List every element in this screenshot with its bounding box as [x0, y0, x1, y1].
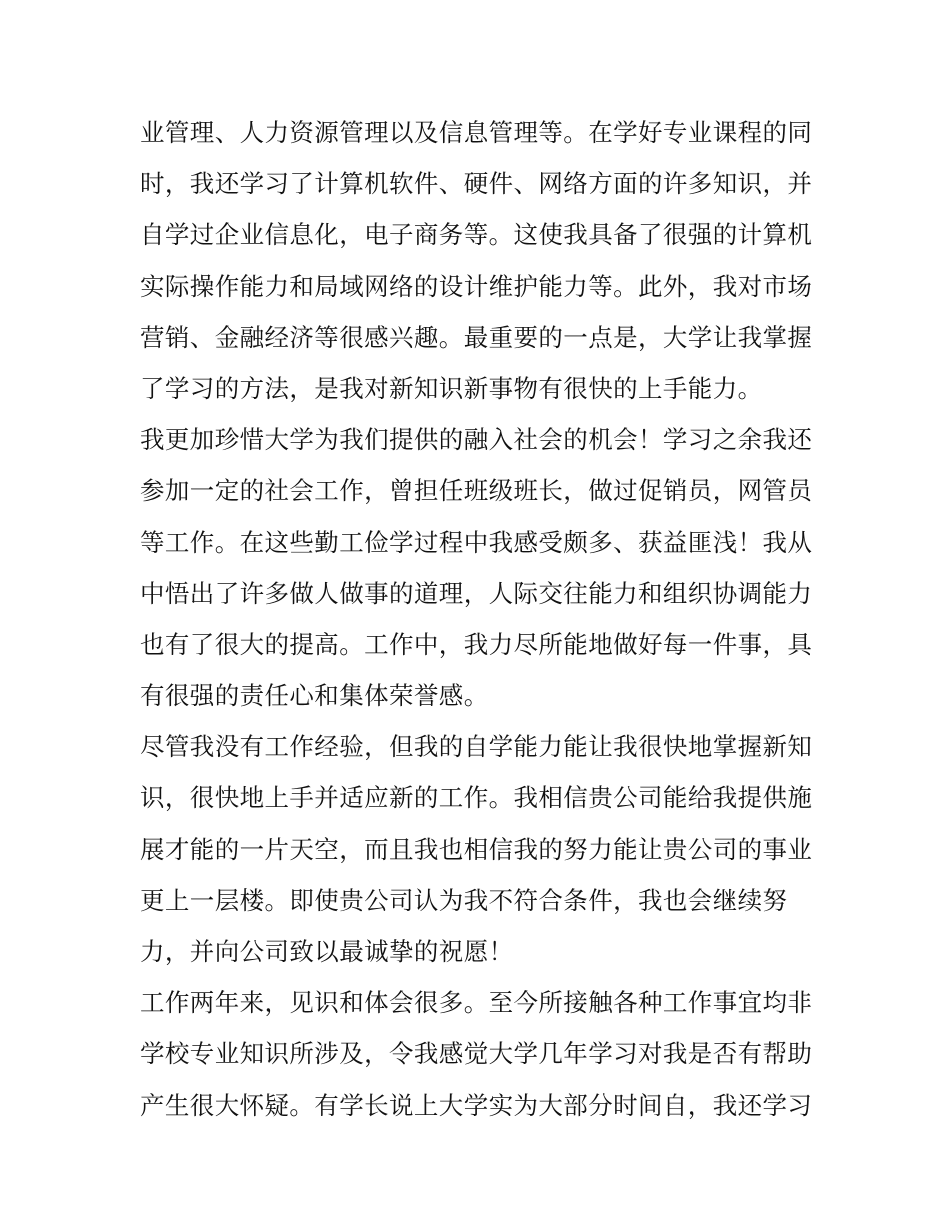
text-line: 参加一定的社会工作，曾担任班级班长，做过促销员，网管员: [140, 476, 813, 506]
text-line: 工作两年来，见识和体会很多。至今所接触各种工作事宜均非: [140, 988, 813, 1018]
text-line: 也有了很大的提高。工作中，我力尽所能地做好每一件事，具: [140, 629, 813, 659]
text-line: 产生很大怀疑。有学长说上大学实为大部分时间自，我还学习: [140, 1090, 813, 1120]
text-line: 时，我还学习了计算机软件、硬件、网络方面的许多知识，并: [140, 169, 813, 199]
text-line: 更上一层楼。即使贵公司认为我不符合条件，我也会继续努: [140, 885, 788, 915]
text-line: 力，并向公司致以最诚挚的祝愿！: [140, 937, 514, 966]
text-line: 自学过企业信息化，电子商务等。这使我具备了很强的计算机: [140, 220, 813, 250]
text-line: 中悟出了许多做人做事的道理，人际交往能力和组织协调能力: [140, 578, 813, 608]
text-line: 等工作。在这些勤工俭学过程中我感受颇多、获益匪浅！我从: [140, 527, 813, 557]
text-line: 实际操作能力和局域网络的设计维护能力等。此外，我对市场: [140, 271, 813, 301]
text-line: 识，很快地上手并适应新的工作。我相信贵公司能给我提供施: [140, 783, 813, 813]
document-body-text: [140, 107, 820, 1131]
text-line: 有很强的责任心和集体荣誉感。: [140, 681, 489, 711]
text-line: 尽管我没有工作经验，但我的自学能力能让我很快地掌握新知: [140, 732, 813, 762]
text-line: 展才能的一片天空，而且我也相信我的努力能让贵公司的事业: [140, 834, 813, 864]
text-line: 营销、金融经济等很感兴趣。最重要的一点是，大学让我掌握: [140, 322, 813, 352]
text-line: 学校专业知识所涉及，令我感觉大学几年学习对我是否有帮助: [140, 1039, 813, 1069]
text-line: 业管理、人力资源管理以及信息管理等。在学好专业课程的同: [140, 118, 813, 147]
text-line: 我更加珍惜大学为我们提供的融入社会的机会！学习之余我还: [140, 425, 813, 455]
text-line: 了学习的方法，是我对新知识新事物有很快的上手能力。: [140, 373, 763, 403]
